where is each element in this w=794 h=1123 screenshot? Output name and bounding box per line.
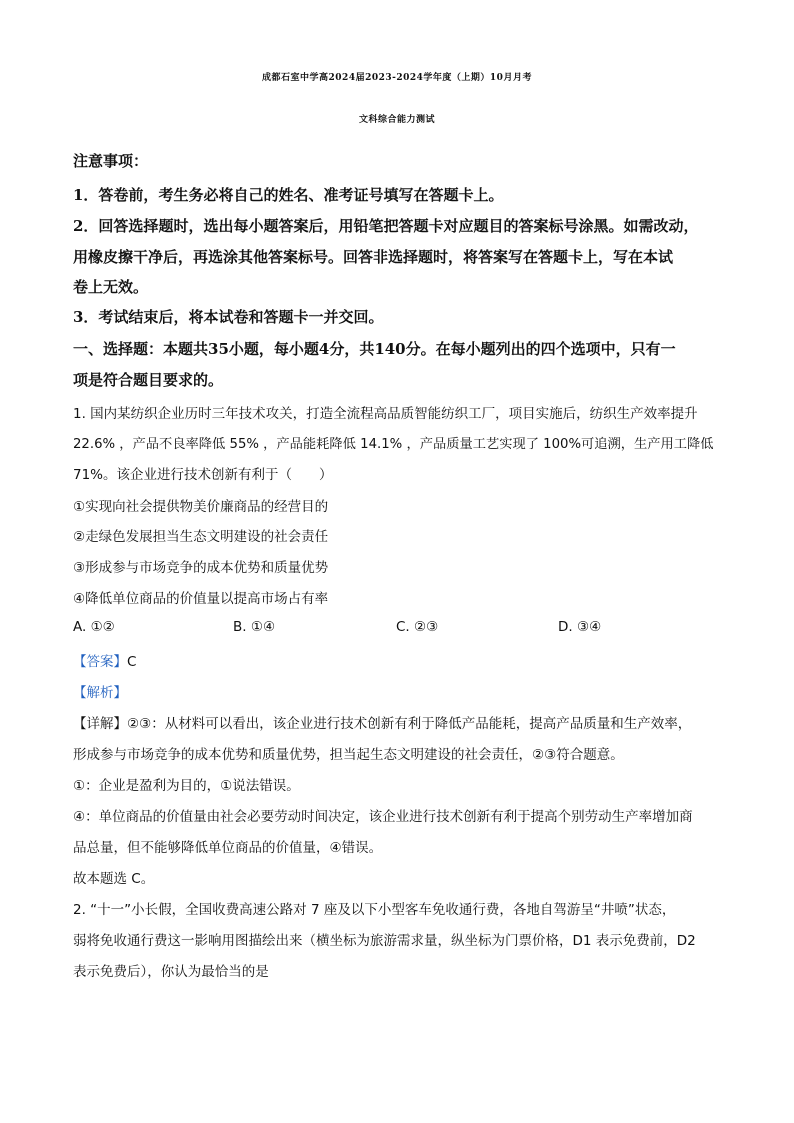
q1-statement-2: ②走绿色发展担当生态文明建设的社会责任 — [73, 529, 329, 545]
q1-detail-line-1 — [73, 712, 691, 732]
section-heading: 一、选择题：本题共35小题，每小题4分，共140分。在每小题列出的四个选项中，只有一 — [73, 340, 676, 358]
q1-option-c: C. ②③ — [396, 619, 439, 635]
q1-statement-4: ④降低单位商品的价值量以提高市场占有率 — [73, 591, 329, 607]
q1-answer — [73, 650, 136, 670]
exam-subtitle: 文科综合能力测试 — [358, 115, 435, 125]
exam-title: 成都石室中学高2024届2023-2024学年度（上期）10月月考 — [262, 73, 532, 83]
answer-value: C — [127, 654, 137, 670]
detail-tag: 【详解】 — [73, 716, 127, 732]
q1-option-d: D. ③④ — [558, 619, 602, 635]
detail-text: ②③：从材料可以看出，该企业进行技术创新有利于降低产品能耗，提高产品质量和生产效率， — [127, 716, 692, 732]
q1-statement-3: ③形成参与市场竞争的成本优势和质量优势 — [73, 560, 329, 576]
q1-detail-line-3: ①：企业是盈利为目的，①说法错误。 — [73, 778, 300, 794]
q1-detail-line-2: 形成参与市场竞争的成本优势和质量优势，担当起生态文明建设的社会责任，②③符合题意。 — [73, 747, 624, 763]
notice-item-2-end: 卷上无效。 — [73, 278, 149, 296]
notice-item-3: 3．考试结束后，将本试卷和答题卡一并交回。 — [73, 308, 384, 326]
q1-analysis-tag — [73, 681, 127, 701]
q1-option-a: A. ①② — [73, 619, 115, 635]
q2-stem-line-2: 弱将免收通行费这一影响用图描绘出来（横坐标为旅游需求量，纵坐标为门票价格，D1 表示免费前，D2 — [73, 933, 696, 949]
q1-detail-line-6: 故本题选 C。 — [73, 871, 155, 887]
q1-option-b: B. ①④ — [233, 619, 276, 635]
notice-item-2: 2．回答选择题时，选出每小题答案后，用铅笔把答题卡对应题目的答案标号涂黑。如需改动， — [73, 217, 699, 235]
analysis-tag: 【解析】 — [73, 685, 127, 701]
q2-stem-line-3: 表示免费后），你认为最恰当的是 — [73, 964, 269, 980]
notice-item-1: 1．答卷前，考生务必将自己的姓名、准考证号填写在答题卡上。 — [73, 186, 504, 204]
q1-statement-1: ①实现向社会提供物美价廉商品的经营目的 — [73, 499, 329, 515]
q1-detail-line-5: 品总量，但不能够降低单位商品的价值量，④错误。 — [73, 840, 383, 856]
q2-stem-line-1: 2. “十一”小长假，全国收费高速公路对 7 座及以下小型客车免收通行费，各地自驾游呈“井喷”状态， — [73, 902, 676, 918]
notice-item-2-cont: 用橡皮擦干净后，再选涂其他答案标号。回答非选择题时，将答案写在答题卡上，写在本试 — [73, 248, 674, 266]
answer-tag: 【答案】 — [73, 654, 127, 670]
q1-stem-line-3: 71%。该企业进行技术创新有利于（ ） — [73, 467, 333, 483]
section-heading-cont: 项是符合题目要求的。 — [73, 371, 224, 389]
q1-stem-line-1: 1. 国内某纺织企业历时三年技术攻关，打造全流程高品质智能纺织工厂，项目实施后，纺织生产效率提升 — [73, 406, 698, 422]
q1-stem-line-2: 22.6% ，产品不良率降低 55% ，产品能耗降低 14.1% ，产品质量工艺实现了 100%可追溯，生产用工降低 — [73, 437, 714, 452]
q1-detail-line-4: ④：单位商品的价值量由社会必要劳动时间决定，该企业进行技术创新有利于提高个别劳动生产率增加商 — [73, 809, 693, 825]
notice-heading: 注意事项： — [73, 152, 149, 170]
